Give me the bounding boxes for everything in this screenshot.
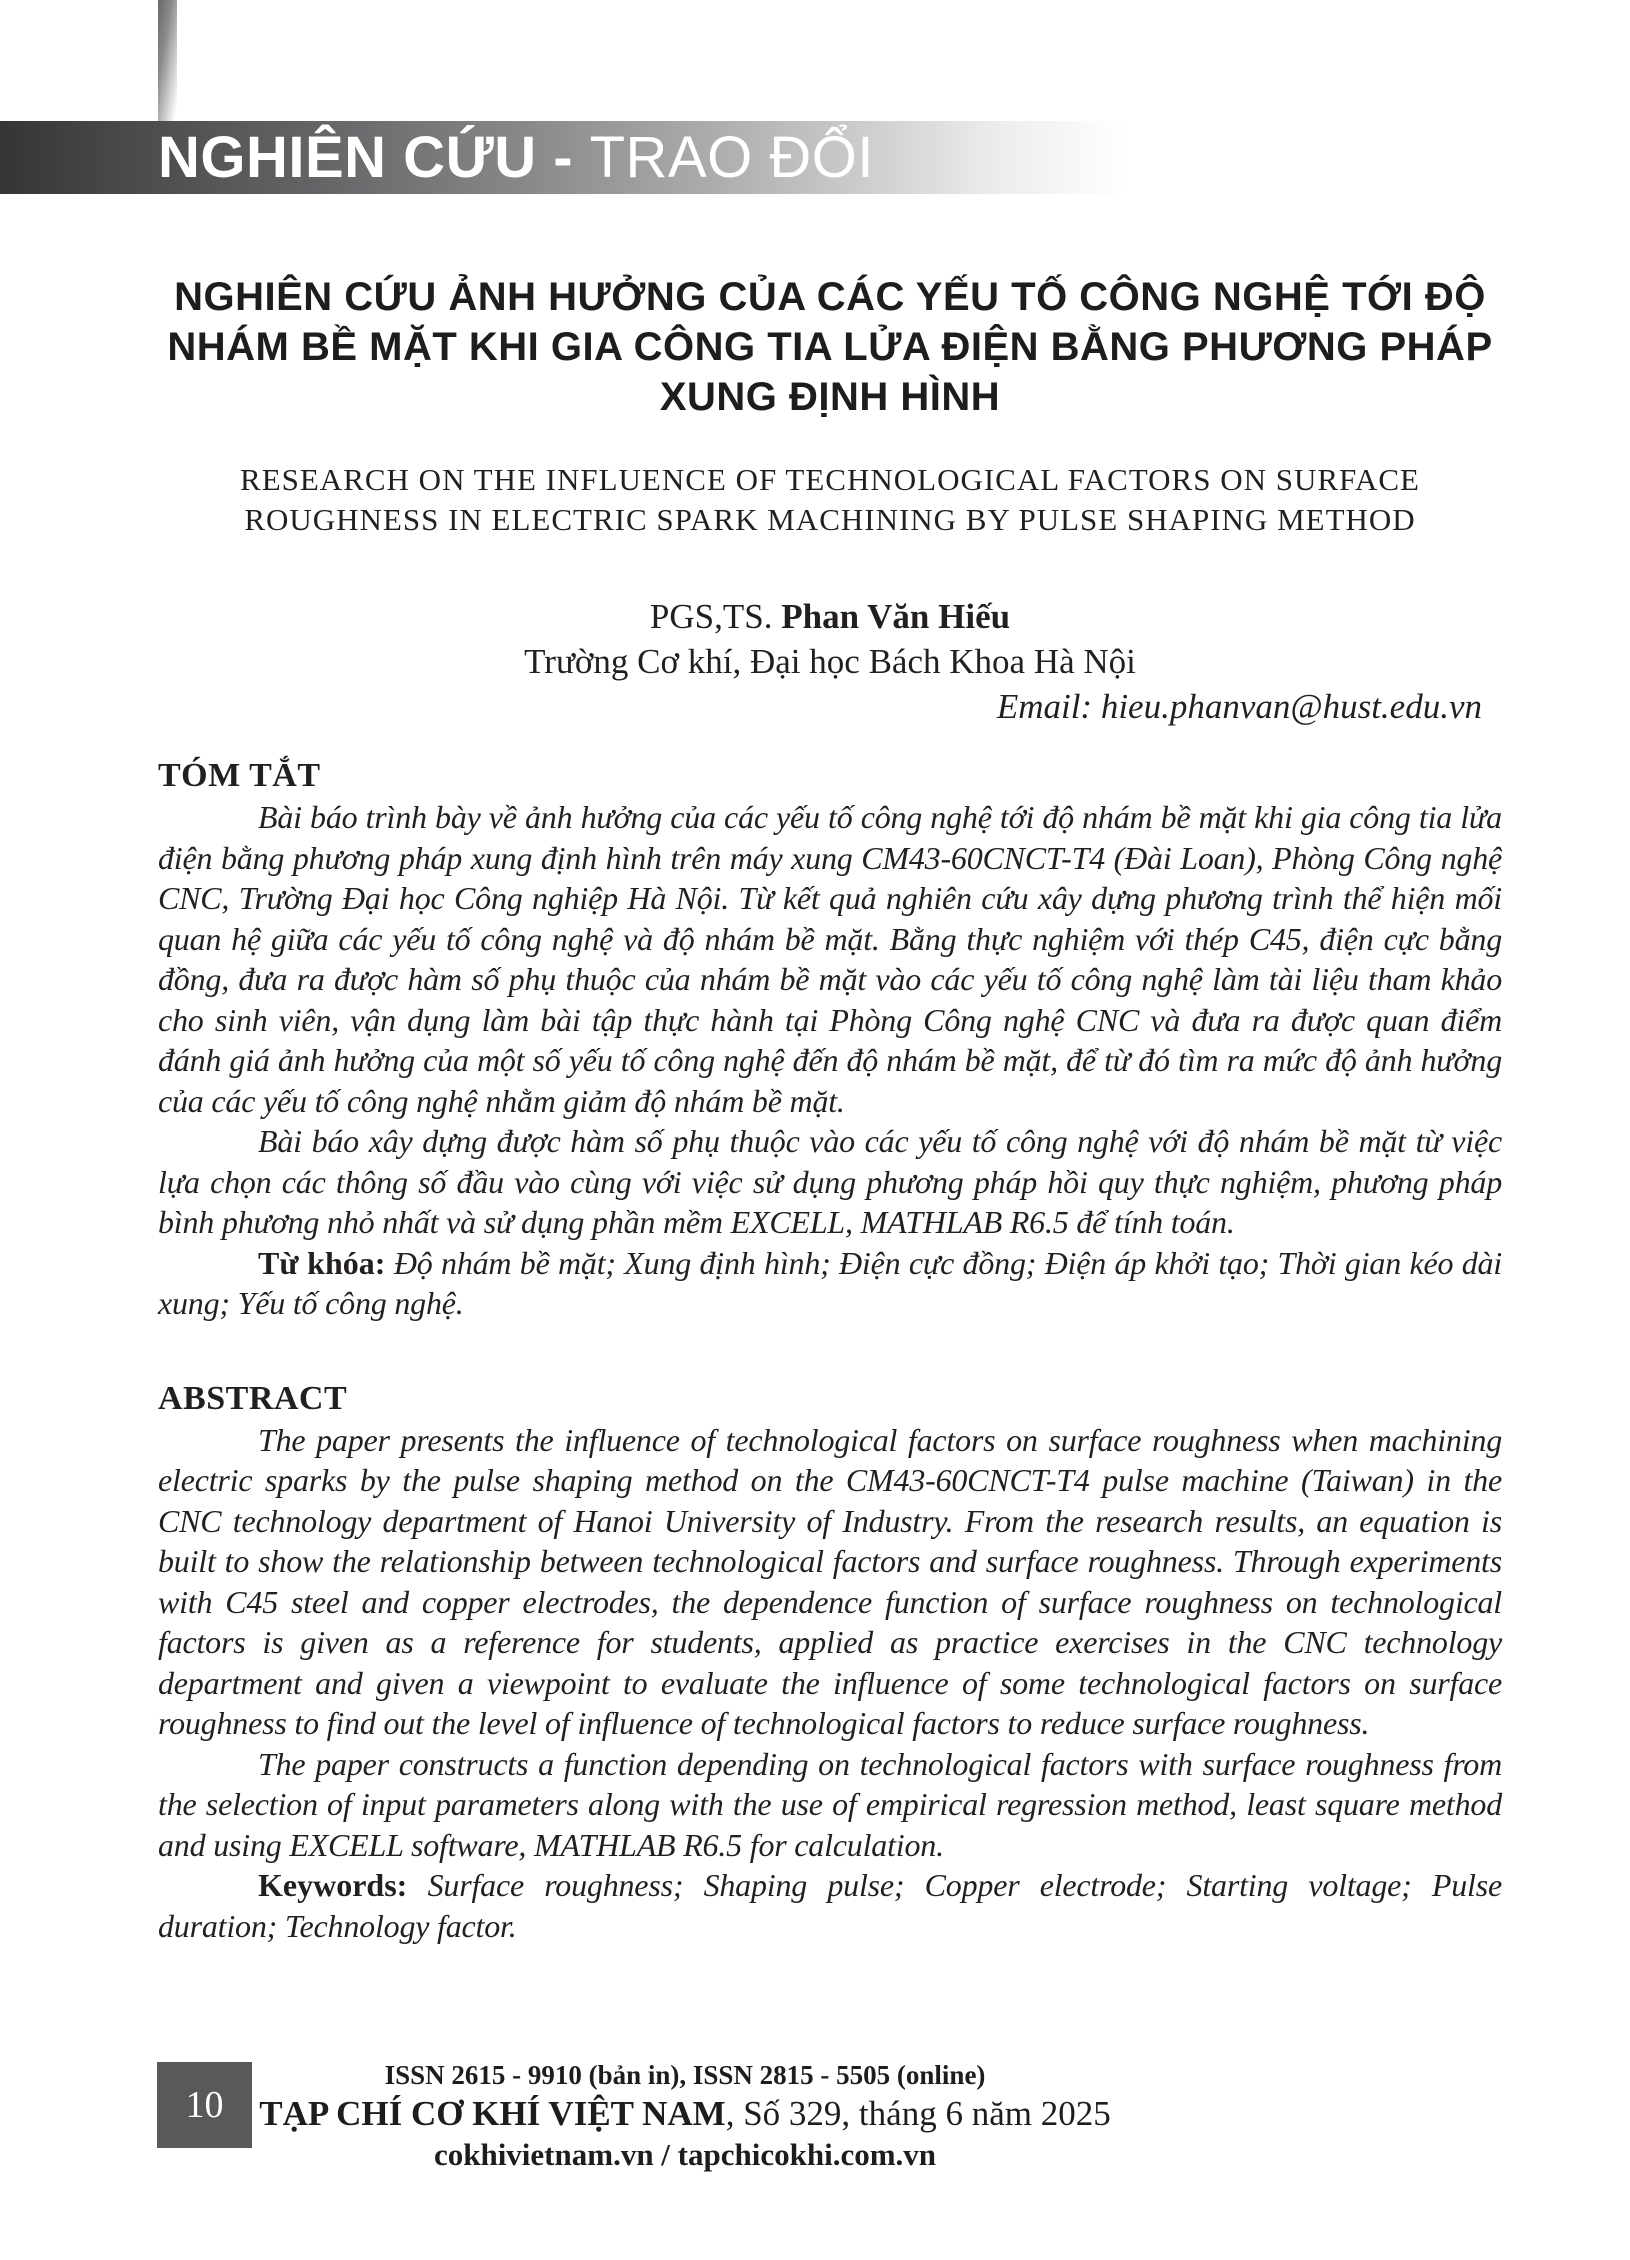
section-banner	[0, 121, 1630, 194]
author-email: Email: hieu.phanvan@hust.edu.vn	[996, 687, 1482, 726]
footer-issue-info: , Số 329, tháng 6 năm 2025	[725, 2094, 1111, 2133]
banner-label-secondary: TRAO ĐỔI	[589, 125, 874, 190]
abstract-keywords-text: Surface roughness; Shaping pulse; Copper electrode; Starting voltage; Pulse duration; Technology factor.	[158, 1867, 1502, 1944]
abstract-paragraph-1: The paper presents the influence of technological factors on surface roughness when machining electric sparks by the pulse shaping method on the CM43-60CNCT-T4 pulse machine (Taiwan) in the CNC technology department of Hanoi University of Industry. From the research results, an equation is built to show the relationship between technological factors and surface roughness. Through experiments with C45 steel and copper electrodes, the dependence function of surface roughness on technological factors is given as a reference for students, applied as practice exercises in the CNC technology department and given a viewpoint to evaluate the influence of some technological factors on surface roughness to find out the level of influence of technological factors to reduce surface roughness.	[158, 1421, 1502, 1741]
author-name: Phan Văn Hiếu	[781, 597, 1011, 636]
footer-page-number: 10	[185, 2084, 224, 2126]
footer-websites: cokhivietnam.vn / tapchicokhi.com.vn	[433, 2137, 937, 2172]
tomtat-heading: TÓM TẮT	[158, 757, 321, 794]
corner-bar-decoration	[158, 0, 177, 121]
tomtat-keywords-label: Từ khóa:	[258, 1244, 386, 1281]
article-title-vietnamese: NGHIÊN CỨU ẢNH HƯỞNG CỦA CÁC YẾU TỐ CÔNG NGHỆ TỚI ĐỘ NHÁM BỀ MẶT KHI GIA CÔNG TIA LỬA ĐIỆN BẰNG PHƯƠNG PHÁP XUNG ĐỊNH HÌNH	[167, 275, 1493, 419]
tomtat-paragraph-2: Bài báo xây dựng được hàm số phụ thuộc vào các yếu tố công nghệ với độ nhám bề mặt từ việc lựa chọn các thông số đầu vào cùng với việc sử dụng phương pháp hồi quy thực nghiệm, phương pháp bình phương nhỏ nhất và sử dụng phần mềm EXCELL, MATHLAB R6.5 để tính toán.	[158, 1123, 1502, 1240]
abstract-keywords-label: Keywords:	[258, 1867, 408, 1903]
tomtat-paragraph-1: Bài báo trình bày về ảnh hưởng của các yếu tố công nghệ tới độ nhám bề mặt khi gia công tia lửa điện bằng phương pháp xung định hình trên máy xung CM43-60CNCT-T4 (Đài Loan), Phòng Công nghệ CNC, Trường Đại học Công nghiệp Hà Nội. Từ kết quả nghiên cứu xây dựng phương trình thể hiện mối quan hệ giữa các yếu tố công nghệ và độ nhám bề mặt. Bằng thực nghiệm với thép C45, điện cực bằng đồng, đưa ra được hàm số phụ thuộc của nhám bề mặt vào các yếu tố công nghệ làm tài liệu tham khảo cho sinh viên, vận dụng làm bài tập thực hành tại Phòng Công nghệ CNC và đưa ra được quan điểm đánh giá ảnh hưởng của một số yếu tố công nghệ đến độ nhám bề mặt, để từ đó tìm ra mức độ ảnh hưởng của các yếu tố công nghệ nhằm giảm độ nhám bề mặt.	[158, 799, 1502, 1119]
author-line	[158, 594, 1502, 639]
banner-label-primary: NGHIÊN CỨU -	[158, 125, 590, 190]
footer-issn: ISSN 2615 - 9910 (bản in), ISSN 2815 - 5505 (online)	[384, 2060, 986, 2090]
abstract-heading: ABSTRACT	[158, 1379, 348, 1417]
abstract-keywords	[158, 1865, 1502, 1946]
author-affiliation: Trường Cơ khí, Đại học Bách Khoa Hà Nội	[524, 642, 1136, 681]
article-title-english: RESEARCH ON THE INFLUENCE OF TECHNOLOGICAL FACTORS ON SURFACE ROUGHNESS IN ELECTRIC SPARK MACHINING BY PULSE SHAPING METHOD	[240, 462, 1420, 537]
abstract-paragraph-2: The paper constructs a function depending on technological factors with surface roughness from the selection of input parameters along with the use of empirical regression method, least square method and using EXCELL software, MATHLAB R6.5 for calculation.	[158, 1745, 1502, 1863]
article-body	[158, 272, 1502, 1946]
tomtat-keywords-text: Độ nhám bề mặt; Xung định hình; Điện cực đồng; Điện áp khởi tạo; Thời gian kéo dài xung; Yếu tố công nghệ.	[158, 1244, 1502, 1321]
footer-info	[157, 2058, 1213, 2174]
author-degree-prefix: PGS,TS.	[649, 597, 782, 636]
footer-journal-line	[157, 2092, 1213, 2136]
footer-journal-name: TẠP CHÍ CƠ KHÍ VIỆT NAM	[259, 2094, 726, 2133]
tomtat-keywords	[158, 1243, 1502, 1324]
